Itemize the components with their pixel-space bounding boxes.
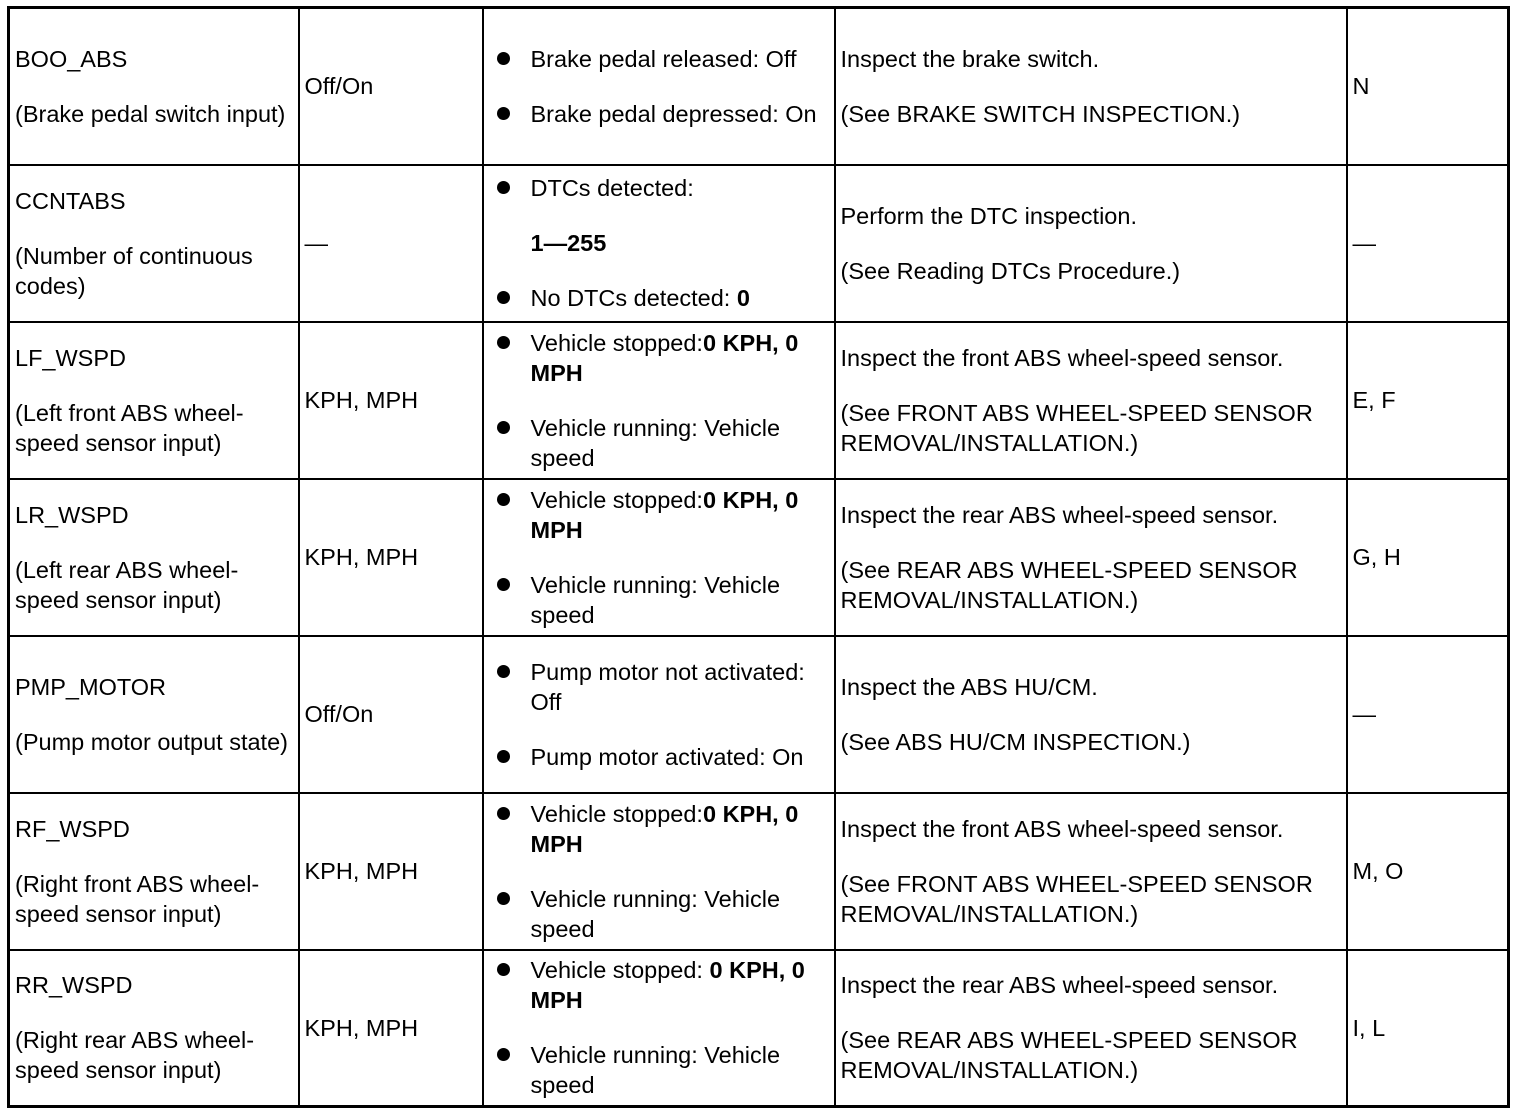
condition-item — [531, 657, 829, 717]
unit-condition: Off/On — [304, 701, 374, 727]
action-cell — [835, 322, 1347, 479]
see-reference: (See REAR ABS WHEEL-SPEED SENSOR REMOVAL/INSTALLATION.) — [840, 556, 1298, 613]
terminal-cell — [1347, 322, 1509, 479]
terminal-value: — — [1352, 230, 1376, 256]
condition-cell — [483, 479, 835, 636]
condition-value: 0 KPH, 0 MPH — [530, 329, 799, 386]
terminal-value: I, L — [1352, 1014, 1386, 1041]
action-text: Inspect the rear ABS wheel-speed sensor. — [840, 501, 1279, 528]
condition-item — [531, 742, 829, 772]
pid-cell — [9, 322, 299, 479]
condition-item — [531, 173, 829, 203]
terminal-cell — [1347, 8, 1509, 165]
condition-item — [531, 799, 829, 859]
pid-cell — [9, 793, 299, 950]
terminal-cell — [1347, 479, 1509, 636]
condition-list — [484, 328, 829, 473]
action-cell — [835, 950, 1347, 1107]
pid-description: (Pump motor output state) — [15, 728, 288, 755]
condition-list — [484, 44, 829, 129]
terminal-value: G, H — [1352, 544, 1401, 570]
unit-cell — [299, 165, 483, 322]
condition-item — [531, 485, 829, 545]
condition-text: Brake pedal depressed: On — [530, 100, 817, 127]
pid-table-container — [7, 6, 1507, 1102]
unit-cell — [299, 793, 483, 950]
terminal-cell — [1347, 793, 1509, 950]
terminal-cell — [1347, 636, 1509, 793]
terminal-value: N — [1352, 73, 1370, 100]
pid-name: LF_WSPD — [15, 344, 126, 371]
pid-name: PMP_MOTOR — [15, 673, 167, 700]
condition-text: No DTCs detected: — [530, 285, 737, 311]
pid-name: CCNTABS — [15, 187, 126, 214]
terminal-cell — [1347, 165, 1509, 322]
condition-value: 0 KPH, 0 MPH — [530, 486, 799, 543]
pid-monitor-table — [7, 6, 1510, 1108]
pid-description: (Number of continuous codes) — [15, 242, 253, 299]
see-reference: (See ABS HU/CM INSPECTION.) — [840, 728, 1191, 755]
pid-cell — [9, 479, 299, 636]
pid-description: (Right rear ABS wheel-speed sensor input) — [15, 1027, 255, 1084]
condition-value: 0 — [736, 285, 750, 311]
unit-condition: — — [304, 230, 328, 256]
condition-cell — [483, 950, 835, 1107]
unit-cell — [299, 636, 483, 793]
table-row — [9, 322, 1509, 479]
unit-condition: KPH, MPH — [304, 1014, 419, 1041]
condition-item — [531, 955, 829, 1015]
unit-condition: KPH, MPH — [304, 544, 419, 570]
unit-condition: KPH, MPH — [304, 387, 419, 413]
terminal-value: — — [1352, 701, 1376, 727]
condition-cell — [483, 322, 835, 479]
condition-text: Vehicle running: Vehicle speed — [530, 571, 781, 628]
condition-text: Pump motor activated: On — [530, 743, 804, 770]
table-row — [9, 479, 1509, 636]
action-text: Inspect the brake switch. — [840, 45, 1100, 72]
see-reference: (See BRAKE SWITCH INSPECTION.) — [840, 100, 1241, 127]
condition-text: Vehicle stopped: — [530, 329, 703, 356]
table-row — [9, 793, 1509, 950]
table-row — [9, 8, 1509, 165]
unit-condition: Off/On — [304, 73, 374, 100]
see-reference: (See REAR ABS WHEEL-SPEED SENSOR REMOVAL/INSTALLATION.) — [840, 1027, 1298, 1084]
condition-list — [484, 955, 829, 1100]
see-reference: (See FRONT ABS WHEEL-SPEED SENSOR REMOVAL/INSTALLATION.) — [840, 870, 1313, 927]
condition-text: Vehicle running: Vehicle speed — [530, 414, 781, 471]
condition-list — [484, 799, 829, 944]
action-text: Inspect the front ABS wheel-speed sensor. — [840, 815, 1284, 842]
action-cell — [835, 479, 1347, 636]
condition-text: Vehicle stopped: — [530, 957, 710, 984]
action-cell — [835, 165, 1347, 322]
action-text: Perform the DTC inspection. — [840, 202, 1137, 229]
condition-cell — [483, 165, 835, 322]
pid-name: RR_WSPD — [15, 972, 133, 999]
pid-name: RF_WSPD — [15, 815, 130, 842]
pid-description: (Right front ABS wheel-speed sensor input) — [15, 870, 260, 927]
condition-item — [531, 328, 829, 388]
action-cell — [835, 793, 1347, 950]
pid-cell — [9, 636, 299, 793]
condition-text: Brake pedal released: Off — [530, 45, 797, 72]
action-cell — [835, 636, 1347, 793]
table-row — [9, 636, 1509, 793]
condition-cell — [483, 636, 835, 793]
table-row — [9, 950, 1509, 1107]
condition-item — [531, 283, 829, 313]
pid-description: (Left front ABS wheel-speed sensor input) — [15, 399, 244, 456]
condition-text: Pump motor not activated: Off — [530, 658, 805, 715]
pid-name: LR_WSPD — [15, 501, 129, 528]
pid-description: (Brake pedal switch input) — [15, 100, 286, 127]
condition-item — [531, 413, 829, 473]
condition-text: Vehicle running: Vehicle speed — [530, 885, 781, 942]
table-row — [9, 165, 1509, 322]
condition-item — [531, 1040, 829, 1100]
condition-item — [531, 570, 829, 630]
see-reference: (See Reading DTCs Procedure.) — [840, 257, 1181, 284]
condition-list — [484, 657, 829, 772]
pid-cell — [9, 8, 299, 165]
pid-name: BOO_ABS — [15, 45, 128, 72]
action-text: Inspect the front ABS wheel-speed sensor. — [840, 344, 1284, 371]
action-text: Inspect the ABS HU/CM. — [840, 673, 1098, 700]
see-reference: (See FRONT ABS WHEEL-SPEED SENSOR REMOVAL/INSTALLATION.) — [840, 399, 1313, 456]
unit-cell — [299, 322, 483, 479]
condition-value: 0 KPH, 0 MPH — [530, 957, 805, 1014]
condition-list — [484, 173, 829, 313]
unit-cell — [299, 479, 483, 636]
condition-cell — [483, 8, 835, 165]
condition-text: Vehicle stopped: — [530, 800, 703, 827]
terminal-value: M, O — [1352, 858, 1404, 884]
unit-condition: KPH, MPH — [304, 858, 419, 884]
condition-value: 0 KPH, 0 MPH — [530, 800, 799, 857]
condition-text: Vehicle stopped: — [530, 486, 703, 513]
terminal-cell — [1347, 950, 1509, 1107]
terminal-value: E, F — [1352, 387, 1396, 413]
condition-text: Vehicle running: Vehicle speed — [530, 1042, 781, 1099]
pid-description: (Left rear ABS wheel-speed sensor input) — [15, 556, 239, 613]
condition-value: 1—255 — [530, 230, 607, 256]
pid-cell — [9, 165, 299, 322]
condition-item — [531, 99, 829, 129]
action-text: Inspect the rear ABS wheel-speed sensor. — [840, 972, 1279, 999]
condition-item — [531, 884, 829, 944]
unit-cell — [299, 8, 483, 165]
condition-text: DTCs detected: — [530, 175, 694, 201]
condition-item — [531, 44, 829, 74]
table-body — [9, 8, 1509, 1107]
condition-item — [531, 228, 829, 258]
pid-cell — [9, 950, 299, 1107]
condition-cell — [483, 793, 835, 950]
unit-cell — [299, 950, 483, 1107]
condition-list — [484, 485, 829, 630]
action-cell — [835, 8, 1347, 165]
